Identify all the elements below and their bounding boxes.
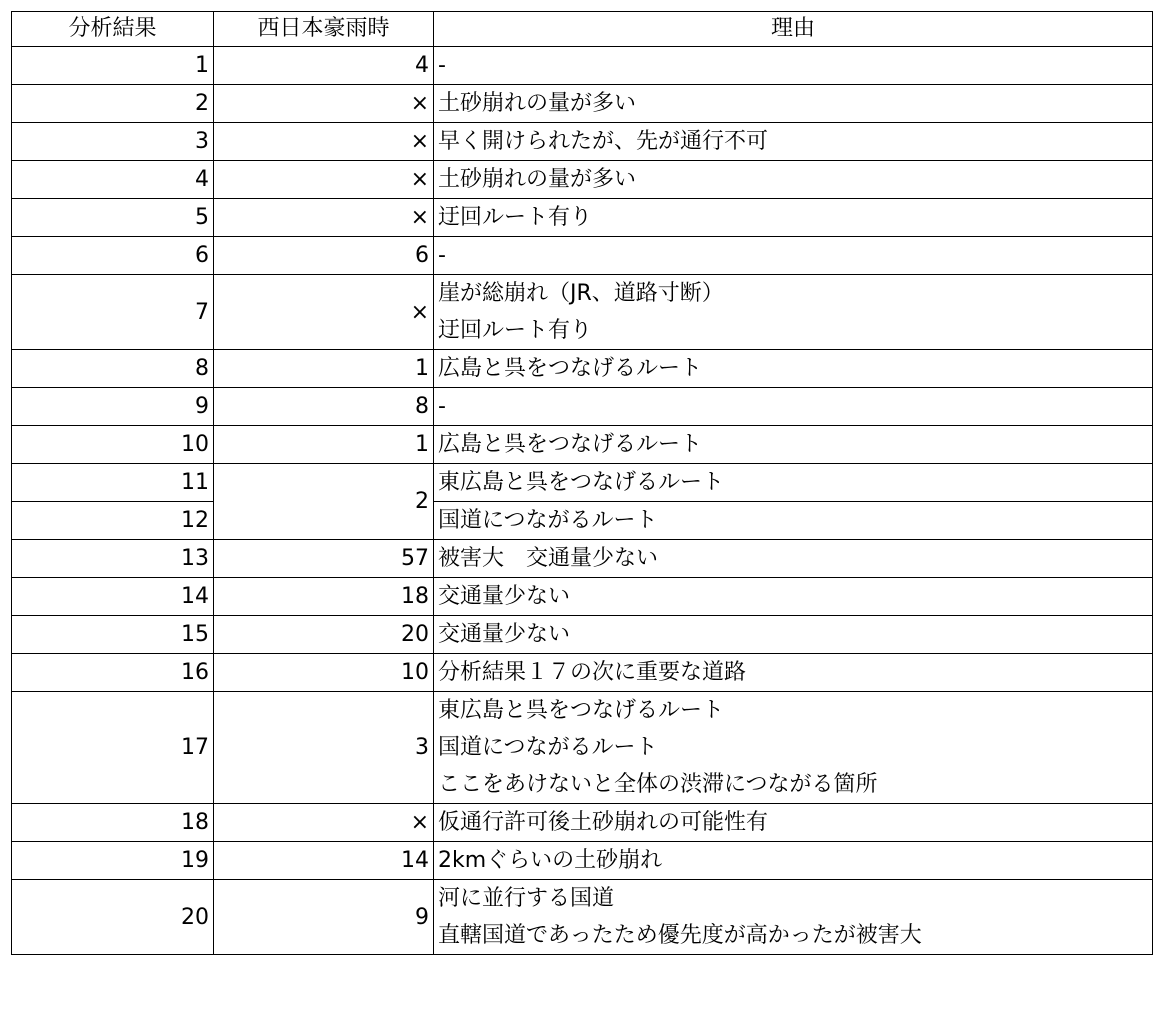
result-cell: 19 xyxy=(12,842,214,880)
flood-cell: × xyxy=(214,161,434,199)
result-cell: 8 xyxy=(12,350,214,388)
reason-cell: - xyxy=(434,388,1153,426)
table-row xyxy=(12,616,1153,654)
reason-cell xyxy=(434,880,1153,955)
table-row xyxy=(12,804,1153,842)
reason-line: 東広島と呉をつなげるルート xyxy=(438,698,725,723)
result-cell: 18 xyxy=(12,804,214,842)
result-cell: 9 xyxy=(12,388,214,426)
header-result: 分析結果 xyxy=(12,12,214,47)
table-row xyxy=(12,123,1153,161)
header-reason: 理由 xyxy=(434,12,1153,47)
table-row xyxy=(12,350,1153,388)
reason-cell xyxy=(434,692,1153,804)
reason-cell: 交通量少ない xyxy=(434,616,1153,654)
result-cell: 1 xyxy=(12,47,214,85)
flood-cell: 4 xyxy=(214,47,434,85)
reason-cell: 土砂崩れの量が多い xyxy=(434,85,1153,123)
flood-cell: × xyxy=(214,85,434,123)
flood-cell: 10 xyxy=(214,654,434,692)
analysis-table xyxy=(11,11,1153,955)
reason-cell: 2kmぐらいの土砂崩れ xyxy=(434,842,1153,880)
table-row xyxy=(12,502,1153,540)
reason-cell: 広島と呉をつなげるルート xyxy=(434,426,1153,464)
reason-cell: 早く開けられたが、先が通行不可 xyxy=(434,123,1153,161)
result-cell: 20 xyxy=(12,880,214,955)
reason-cell: 迂回ルート有り xyxy=(434,199,1153,237)
reason-cell: 交通量少ない xyxy=(434,578,1153,616)
result-cell: 11 xyxy=(12,464,214,502)
flood-cell: 2 xyxy=(214,464,434,540)
reason-cell: - xyxy=(434,237,1153,275)
reason-cell: - xyxy=(434,47,1153,85)
table-row xyxy=(12,85,1153,123)
result-cell: 4 xyxy=(12,161,214,199)
reason-cell: 分析結果１７の次に重要な道路 xyxy=(434,654,1153,692)
table-row xyxy=(12,880,1153,955)
flood-cell: 57 xyxy=(214,540,434,578)
reason-line: ここをあけないと全体の渋滞につながる箇所 xyxy=(438,772,878,797)
result-cell: 14 xyxy=(12,578,214,616)
result-cell: 6 xyxy=(12,237,214,275)
reason-line: 国道につながるルート xyxy=(438,735,658,760)
table-row xyxy=(12,426,1153,464)
result-cell: 12 xyxy=(12,502,214,540)
flood-cell: 14 xyxy=(214,842,434,880)
result-cell: 16 xyxy=(12,654,214,692)
table-row xyxy=(12,654,1153,692)
table-row xyxy=(12,161,1153,199)
reason-line: 直轄国道であったため優先度が高かったが被害大 xyxy=(438,923,922,948)
reason-cell: 仮通行許可後土砂崩れの可能性有 xyxy=(434,804,1153,842)
result-cell: 7 xyxy=(12,275,214,350)
header-row xyxy=(12,12,1153,47)
table-row xyxy=(12,578,1153,616)
table-row xyxy=(12,540,1153,578)
reason-cell: 被害大 交通量少ない xyxy=(434,540,1153,578)
flood-cell: 9 xyxy=(214,880,434,955)
reason-cell: 東広島と呉をつなげるルート xyxy=(434,464,1153,502)
result-cell: 17 xyxy=(12,692,214,804)
table-row xyxy=(12,275,1153,350)
flood-cell: × xyxy=(214,804,434,842)
flood-cell: 8 xyxy=(214,388,434,426)
result-cell: 2 xyxy=(12,85,214,123)
reason-line: 迂回ルート有り xyxy=(438,318,593,343)
table-row xyxy=(12,47,1153,85)
result-cell: 10 xyxy=(12,426,214,464)
flood-cell: × xyxy=(214,199,434,237)
flood-cell: 18 xyxy=(214,578,434,616)
flood-cell: 3 xyxy=(214,692,434,804)
table-row xyxy=(12,464,1153,502)
table-row xyxy=(12,237,1153,275)
flood-cell: 20 xyxy=(214,616,434,654)
table-row xyxy=(12,388,1153,426)
reason-cell: 土砂崩れの量が多い xyxy=(434,161,1153,199)
reason-line: 崖が総崩れ（JR、道路寸断） xyxy=(438,281,724,306)
flood-cell: × xyxy=(214,275,434,350)
flood-cell: 1 xyxy=(214,350,434,388)
result-cell: 3 xyxy=(12,123,214,161)
table-row xyxy=(12,199,1153,237)
result-cell: 15 xyxy=(12,616,214,654)
table-row xyxy=(12,842,1153,880)
reason-cell: 広島と呉をつなげるルート xyxy=(434,350,1153,388)
flood-cell: × xyxy=(214,123,434,161)
result-cell: 13 xyxy=(12,540,214,578)
reason-cell xyxy=(434,275,1153,350)
flood-cell: 1 xyxy=(214,426,434,464)
reason-cell: 国道につながるルート xyxy=(434,502,1153,540)
result-cell: 5 xyxy=(12,199,214,237)
header-flood: 西日本豪雨時 xyxy=(214,12,434,47)
flood-cell: 6 xyxy=(214,237,434,275)
table-row xyxy=(12,692,1153,804)
reason-line: 河に並行する国道 xyxy=(438,886,615,911)
